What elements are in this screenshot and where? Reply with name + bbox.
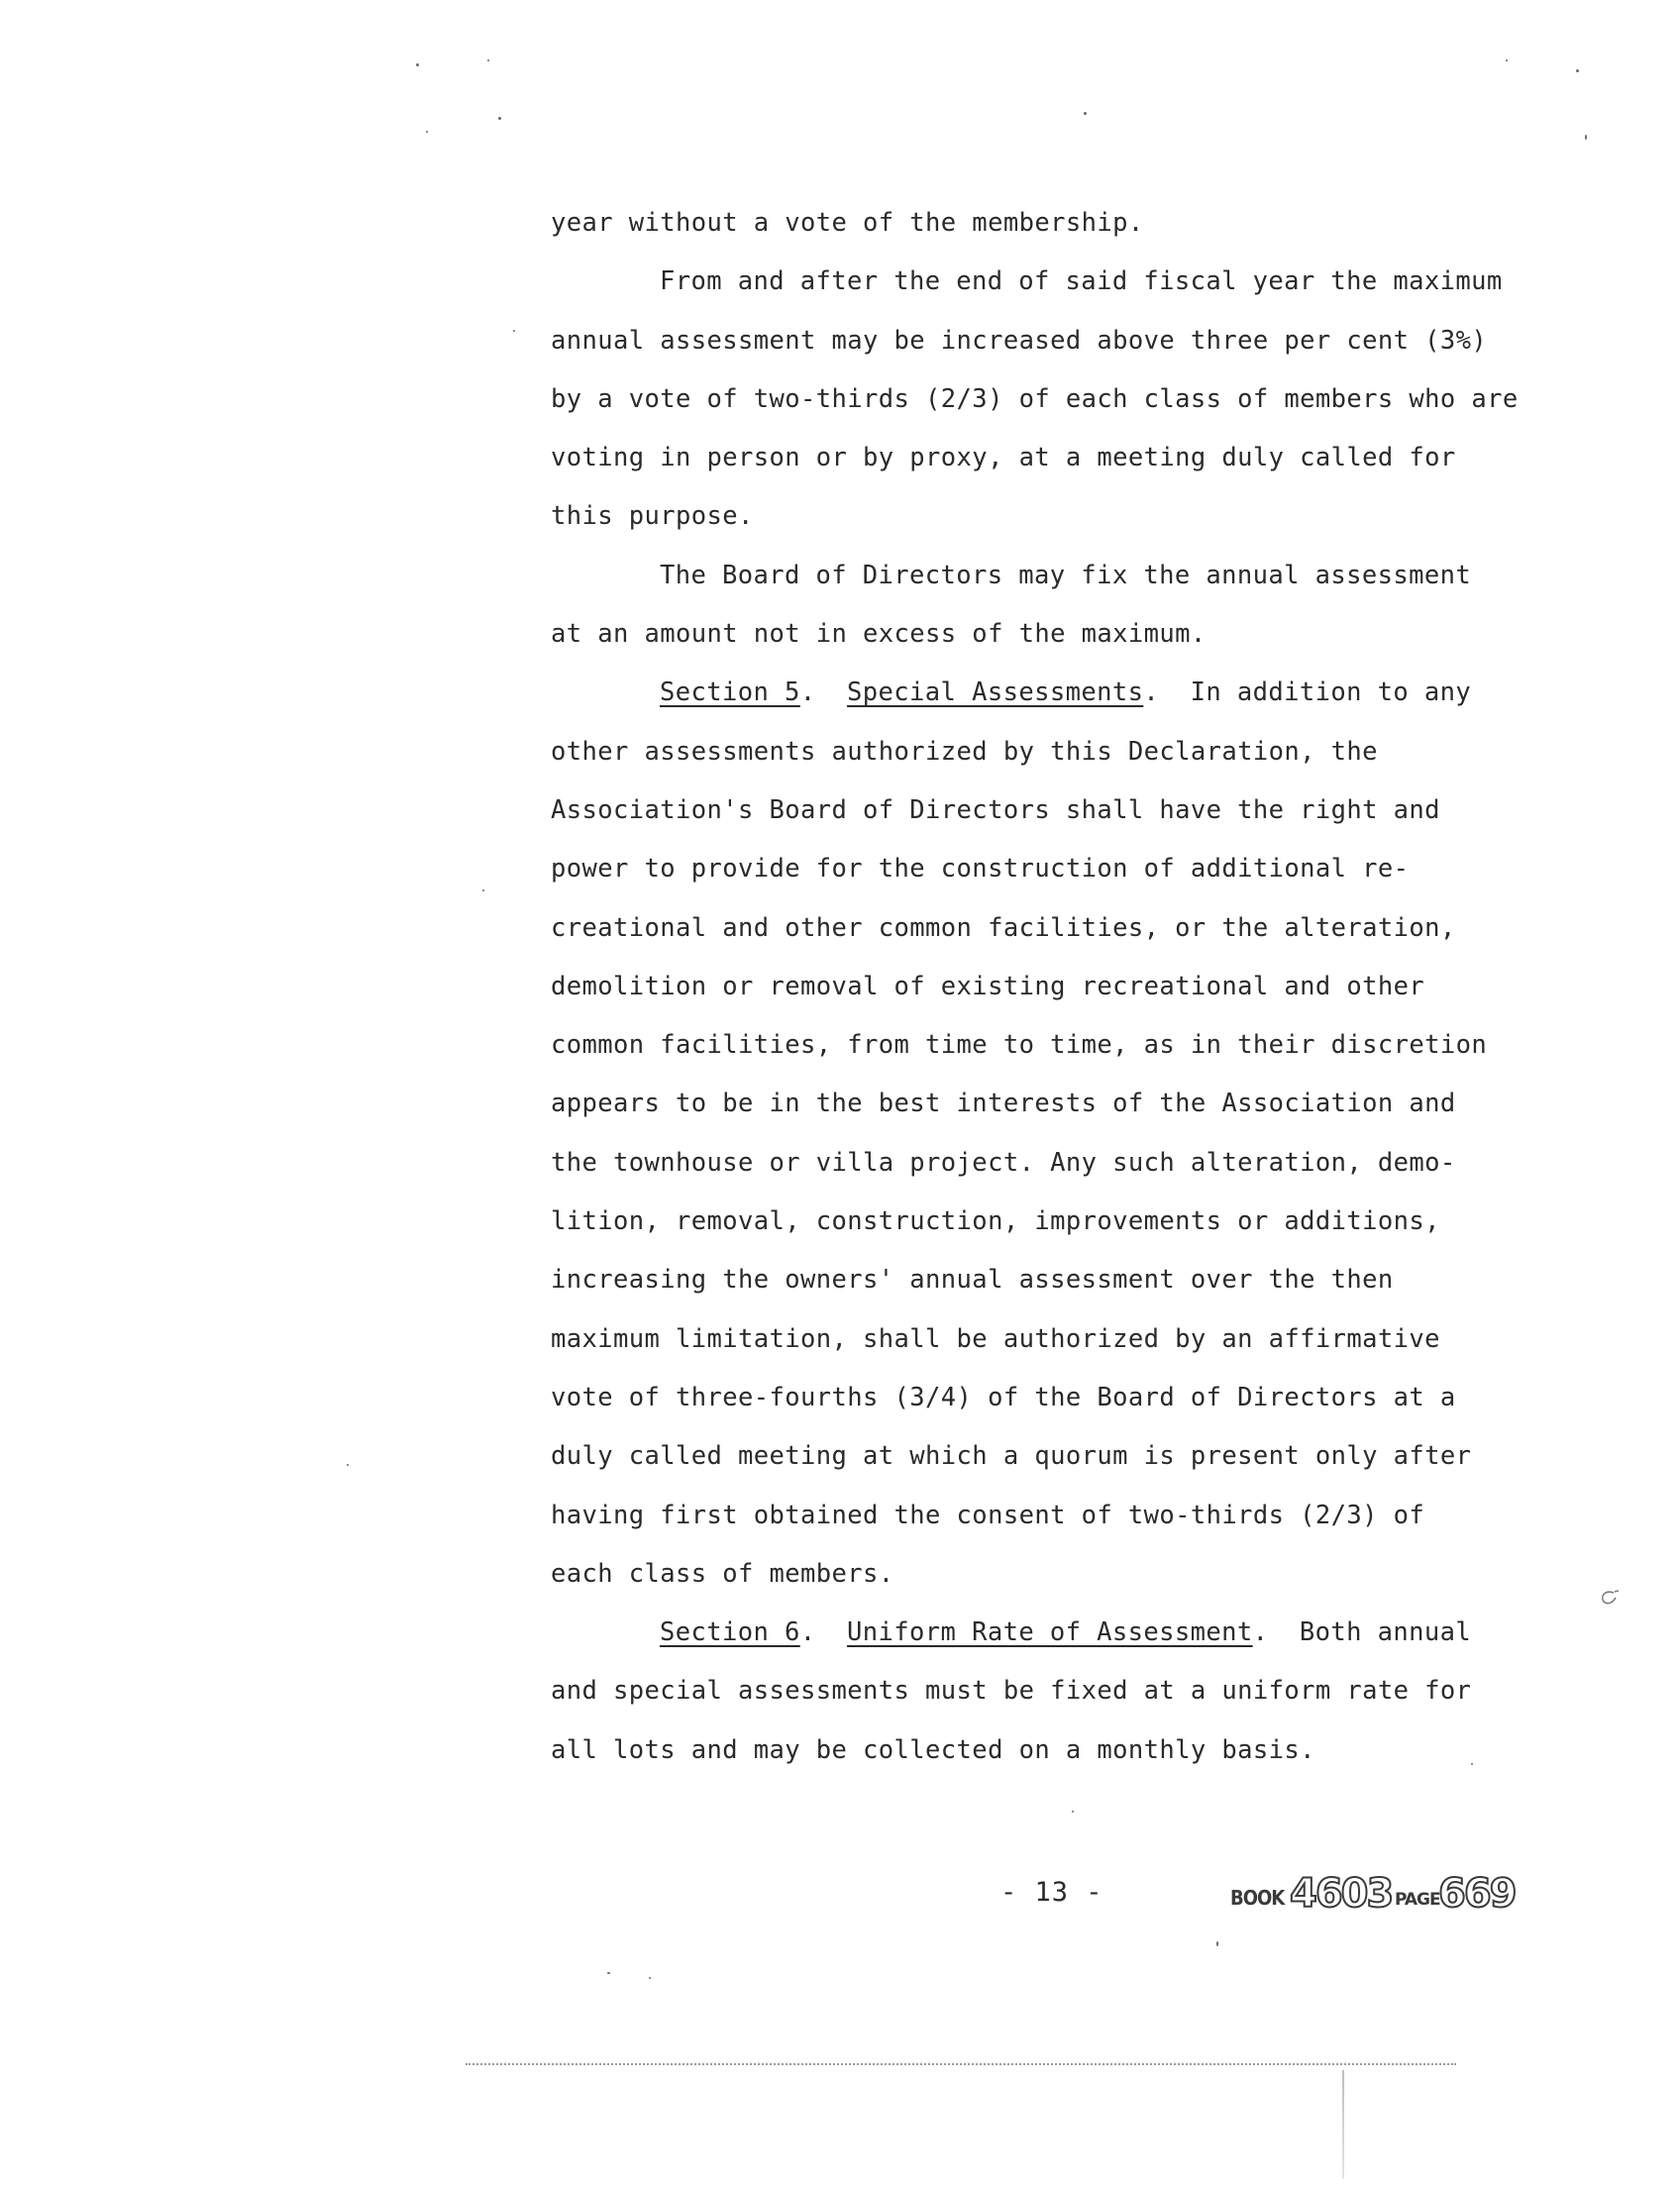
- stamp-page-label: PAGE: [1395, 1890, 1440, 1910]
- scan-speck: [498, 117, 501, 120]
- section-5-line: the townhouse or villa project. Any such alteration, demo-: [551, 1147, 1456, 1178]
- scan-speck: [347, 1464, 349, 1466]
- scan-speck: [416, 63, 419, 66]
- section-5-line: maximum limitation, shall be authorized by an affirmative: [551, 1323, 1440, 1354]
- scan-speck: [1072, 1811, 1074, 1813]
- paragraph-line: The Board of Directors may fix the annual assessment: [660, 560, 1472, 590]
- section-5-heading-line: Section 5. Special Assessments. In addition to any: [660, 677, 1472, 708]
- scan-speck: [513, 330, 515, 332]
- section-5-line: each class of members.: [551, 1558, 894, 1589]
- paragraph-line: this purpose.: [551, 501, 754, 532]
- paragraph-line: voting in person or by proxy, at a meeting duly called for: [551, 443, 1456, 473]
- scan-speck: [1216, 1941, 1218, 1946]
- section-6-first-line-text: Both annual: [1299, 1617, 1472, 1648]
- section-5-line: demolition or removal of existing recreational and other: [551, 971, 1425, 1001]
- scan-speck: [1506, 59, 1508, 61]
- scan-speck: [607, 1972, 610, 1974]
- section-6-line: all lots and may be collected on a monthly basis.: [551, 1734, 1315, 1765]
- scan-speck: [482, 889, 484, 891]
- section-5-line: power to provide for the construction of additional re-: [551, 854, 1410, 885]
- section-5-line: increasing the owners' annual assessment over the then: [551, 1265, 1394, 1296]
- document-body: [551, 194, 1541, 1780]
- paragraph-line: From and after the end of said fiscal year the maximum: [660, 266, 1503, 297]
- scan-speck: [1084, 112, 1087, 115]
- section-6-number: Section 6: [660, 1617, 800, 1648]
- section-5-first-line-text: In addition to any: [1190, 677, 1472, 708]
- scan-speck: [1471, 1763, 1473, 1765]
- paragraph-line: year without a vote of the membership.: [551, 208, 1144, 238]
- scan-speck: [426, 131, 428, 133]
- section-5-line: creational and other common facilities, or the alteration,: [551, 912, 1456, 943]
- stamp-page-number: 669: [1438, 1871, 1516, 1917]
- section-5-number: Section 5: [660, 677, 800, 708]
- paragraph-line: at an amount not in excess of the maximum.: [551, 619, 1207, 650]
- paragraph-line: by a vote of two-thirds (2/3) of each class of members who are: [551, 383, 1519, 414]
- section-5-line: common facilities, from time to time, as in their discretion: [551, 1030, 1488, 1061]
- section-5-line: duly called meeting at which a quorum is present only after: [551, 1441, 1472, 1472]
- scan-speck: [649, 1977, 651, 1979]
- section-6-title: Uniform Rate of Assessment: [847, 1617, 1253, 1648]
- section-5-title: Special Assessments: [847, 677, 1144, 708]
- scan-dotted-line: [466, 2063, 1456, 2068]
- section-5-line: appears to be in the best interests of the Association and: [551, 1089, 1456, 1119]
- section-5-line: other assessments authorized by this Declaration, the: [551, 736, 1378, 767]
- section-6-heading-line: Section 6. Uniform Rate of Assessment. Both annual: [660, 1617, 1472, 1648]
- section-6-line: and special assessments must be fixed at a uniform rate for: [551, 1676, 1472, 1707]
- section-5-line: Association's Board of Directors shall have the right and: [551, 794, 1440, 825]
- scan-speck: [1585, 135, 1587, 140]
- stamp-book-number: 4603: [1290, 1871, 1393, 1917]
- section-5-line: having first obtained the consent of two-thirds (2/3) of: [551, 1500, 1425, 1530]
- scan-speck: [1576, 69, 1579, 72]
- page-number: - 13 -: [1000, 1877, 1103, 1908]
- stamp-book-label: BOOK: [1230, 1886, 1285, 1910]
- section-5-line: vote of three-fourths (3/4) of the Board of Directors at a: [551, 1382, 1456, 1412]
- scan-mark: [1598, 1588, 1620, 1608]
- paragraph-line: annual assessment may be increased above three per cent (3%): [551, 325, 1488, 356]
- scan-speck: [487, 59, 489, 61]
- section-5-line: lition, removal, construction, improvements or additions,: [551, 1206, 1440, 1237]
- book-page-stamp: [1228, 1867, 1516, 1917]
- scan-edge-mark: [1342, 2070, 1344, 2179]
